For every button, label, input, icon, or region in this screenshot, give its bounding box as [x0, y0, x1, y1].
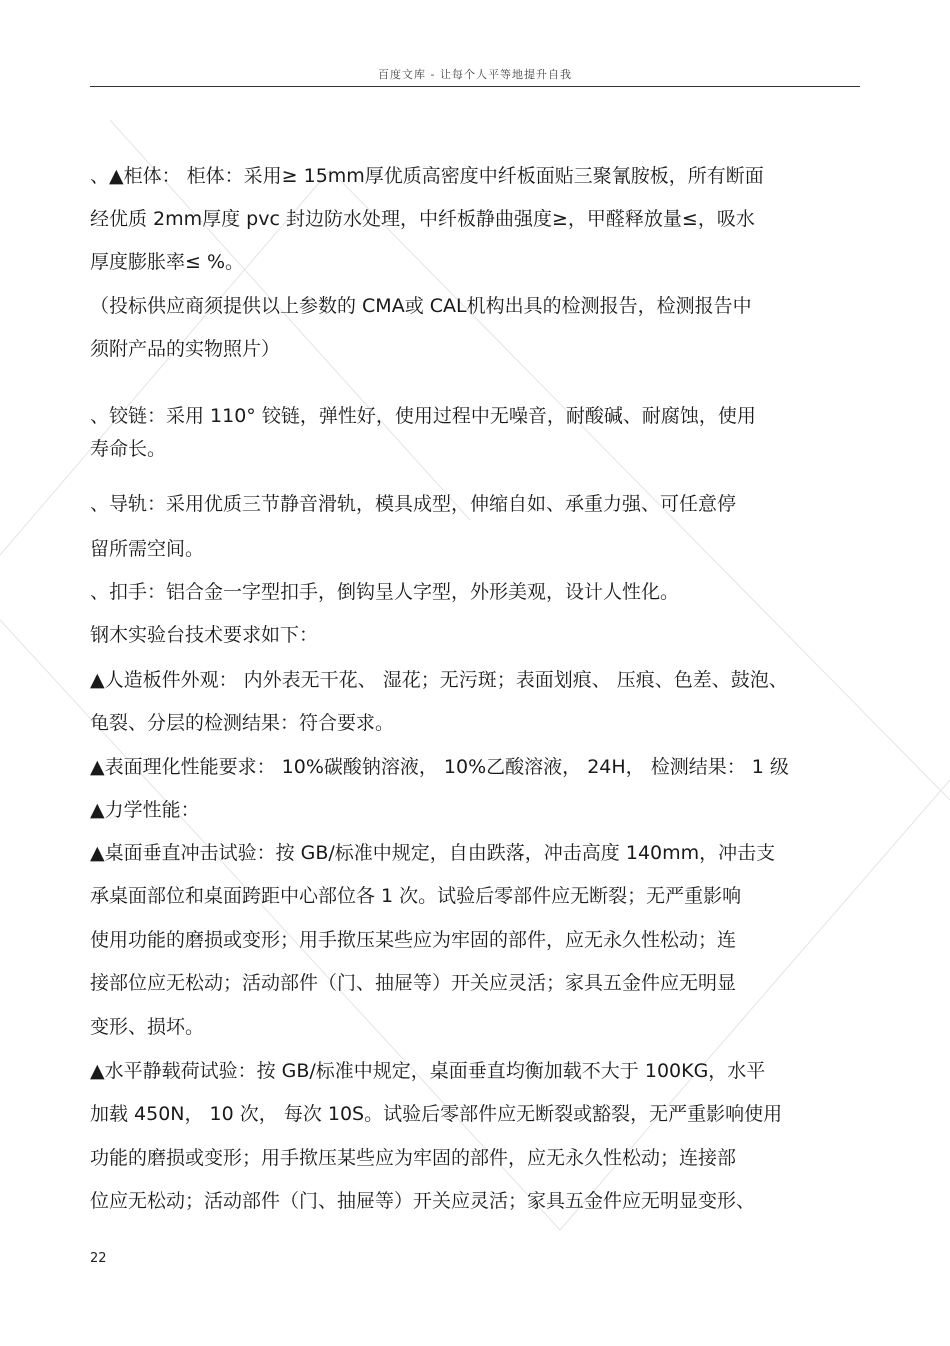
text-line: 、导轨：采用优质三节静音滑轨，模具成型，伸缩自如、承重力强、可任意停	[90, 493, 737, 515]
text-line: 经优质 2mm厚度 pvc 封边防水处理，中纤板静曲强度≥，甲醛释放量≤，吸水	[90, 208, 755, 230]
text-line: 、▲柜体： 柜体：采用≥ 15mm厚优质高密度中纤板面贴三聚氰胺板，所有断面	[90, 165, 764, 187]
text-line: 、铰链：采用 110° 铰链，弹性好，使用过程中无噪音，耐酸碱、耐腐蚀，使用	[90, 405, 756, 427]
text-line: 接部位应无松动；活动部件（门、抽屉等）开关应灵活；家具五金件应无明显	[90, 972, 737, 994]
text-line: 变形、损坏。	[90, 1016, 205, 1038]
text-line: ▲人造板件外观： 内外表无干花、 湿花；无污斑；表面划痕、 压痕、色差、鼓泡、	[90, 669, 788, 691]
text-line: 、扣手：铝合金一字型扣手，倒钩呈人字型，外形美观，设计人性化。	[90, 581, 680, 603]
text-line: 须附产品的实物照片）	[90, 338, 281, 360]
text-line: 留所需空间。	[90, 538, 205, 560]
page-header: 百度文库 - 让每个人平等地提升自我	[378, 68, 572, 81]
text-line: 寿命长。	[90, 438, 167, 460]
text-line: ▲表面理化性能要求： 10%碳酸钠溶液， 10%乙酸溶液， 24H， 检测结果： 1 级	[90, 756, 789, 778]
text-line: 位应无松动；活动部件（门、抽屉等）开关应灵活；家具五金件应无明显变形、	[90, 1190, 756, 1212]
text-line: ▲力学性能：	[90, 799, 200, 821]
header-divider	[90, 86, 860, 87]
text-line: ▲桌面垂直冲击试验：按 GB/标准中规定，自由跌落，冲击高度 140mm，冲击支	[90, 842, 776, 864]
text-line: 厚度膨胀率≤ %。	[90, 251, 245, 273]
text-line: 龟裂、分层的检测结果：符合要求。	[90, 712, 395, 734]
text-line: ▲水平静载荷试验：按 GB/标准中规定，桌面垂直均衡加载不大于 100KG，水平	[90, 1060, 766, 1082]
text-line: 使用功能的磨损或变形；用手揿压某些应为牢固的部件，应无永久性松动；连	[90, 929, 737, 951]
page-number: 22	[90, 1251, 107, 1266]
text-line: 功能的磨损或变形；用手揿压某些应为牢固的部件，应无永久性松动；连接部	[90, 1147, 737, 1169]
text-line: 承桌面部位和桌面跨距中心部位各 1 次。试验后零部件应无断裂；无严重影响	[90, 885, 742, 907]
text-line: （投标供应商须提供以上参数的 CMA或 CAL机构出具的检测报告，检测报告中	[90, 295, 752, 317]
text-line: 加载 450N， 10 次， 每次 10S。试验后零部件应无断裂或豁裂，无严重影响使用	[90, 1103, 783, 1125]
section-heading: 钢木实验台技术要求如下：	[90, 624, 319, 646]
